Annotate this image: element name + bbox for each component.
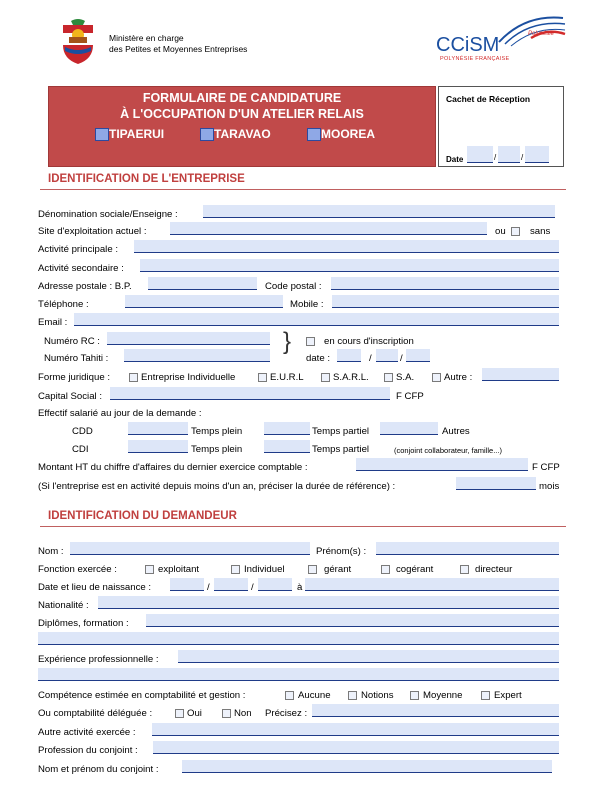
- field-telephone[interactable]: [125, 295, 283, 308]
- naissance-sep1: /: [207, 582, 210, 593]
- label-a: à: [297, 582, 303, 593]
- cci-tagline: POLYNÉSIE FRANÇAISE: [440, 56, 510, 62]
- checkbox-gerant[interactable]: [308, 565, 317, 574]
- field-autre-activite[interactable]: [152, 723, 559, 736]
- field-experience-2[interactable]: [38, 668, 559, 681]
- checkbox-tipaerui[interactable]: [95, 128, 109, 141]
- label-montant: Montant HT du chiffre d'affaires du dernier exercice comptable :: [38, 462, 308, 473]
- label-forme-juridique: Forme juridique :: [38, 372, 110, 383]
- field-nom[interactable]: [70, 542, 310, 555]
- checkbox-sa[interactable]: [384, 373, 393, 382]
- label-nationalite: Nationalité :: [38, 600, 89, 611]
- label-montant-fcfp: F CFP: [532, 462, 560, 473]
- field-bp[interactable]: [148, 277, 257, 290]
- label-autre-activite: Autre activité exercée :: [38, 727, 136, 738]
- checkbox-ei[interactable]: [129, 373, 138, 382]
- form-title-line1: FORMULAIRE DE CANDIDATURE: [142, 91, 342, 105]
- label-date: date :: [306, 353, 331, 364]
- label-capital: Capital Social :: [38, 391, 102, 402]
- field-lieu-naissance[interactable]: [305, 578, 559, 591]
- option-notions: Notions: [361, 690, 394, 701]
- checkbox-cogerant[interactable]: [381, 565, 390, 574]
- option-aucune: Aucune: [298, 690, 331, 701]
- checkbox-moorea[interactable]: [307, 128, 321, 141]
- option-exploitant: exploitant: [158, 564, 200, 575]
- label-diplomes: Diplômes, formation :: [38, 618, 129, 629]
- checkbox-non[interactable]: [222, 709, 231, 718]
- checkbox-expert[interactable]: [481, 691, 490, 700]
- label-profession-conjoint: Profession du conjoint :: [38, 745, 138, 756]
- field-prenoms[interactable]: [376, 542, 559, 555]
- field-forme-autre[interactable]: [482, 368, 559, 381]
- label-en-cours: en cours d'inscription: [324, 336, 414, 347]
- option-sa: S.A.: [396, 372, 415, 383]
- brace-icon: }: [283, 328, 292, 355]
- ministry-line1: Ministère en charge: [109, 33, 184, 43]
- option-moorea: MOOREA: [321, 127, 375, 141]
- field-numero-tahiti[interactable]: [124, 349, 270, 362]
- label-autres: Autres: [442, 426, 470, 437]
- option-expert: Expert: [494, 690, 522, 701]
- cci-swoosh-text: Polynésie: [528, 31, 555, 37]
- field-date-day[interactable]: [337, 349, 361, 362]
- field-mobile[interactable]: [332, 295, 559, 308]
- ministry-line2: des Petites et Moyennes Entreprises: [109, 44, 248, 54]
- checkbox-aucune[interactable]: [285, 691, 294, 700]
- label-site: Site d'exploitation actuel :: [38, 226, 147, 237]
- option-tipaerui: TIPAERUI: [109, 127, 165, 141]
- checkbox-autre[interactable]: [432, 373, 441, 382]
- field-cdd-partiel[interactable]: [264, 422, 310, 435]
- naissance-sep2: /: [251, 582, 254, 593]
- label-numero-rc: Numéro RC :: [44, 336, 100, 347]
- option-taravao: TARAVAO: [214, 127, 271, 141]
- label-cdd-temps-partiel: Temps partiel: [312, 426, 370, 437]
- checkbox-moyenne[interactable]: [410, 691, 419, 700]
- checkbox-notions[interactable]: [348, 691, 357, 700]
- label-adresse: Adresse postale : B.P.: [38, 281, 132, 292]
- label-naissance: Date et lieu de naissance :: [38, 582, 152, 593]
- field-diplomes-1[interactable]: [146, 614, 559, 627]
- option-directeur: directeur: [475, 564, 513, 575]
- field-autres[interactable]: [380, 422, 438, 435]
- label-activite-secondaire: Activité secondaire :: [38, 263, 124, 274]
- field-precisez[interactable]: [312, 704, 559, 717]
- option-oui: Oui: [187, 708, 202, 719]
- label-email: Email :: [38, 317, 68, 328]
- label-competence: Compétence estimée en comptabilité et gestion :: [38, 690, 246, 701]
- form-title-line2: À L'OCCUPATION D'UN ATELIER RELAIS: [120, 107, 364, 121]
- label-telephone: Téléphone :: [38, 299, 89, 310]
- field-cdi-plein[interactable]: [128, 440, 188, 453]
- label-mois: mois: [539, 481, 560, 492]
- label-cdi-temps-plein: Temps plein: [191, 444, 243, 455]
- field-nationalite[interactable]: [98, 596, 559, 609]
- option-eurl: E.U.R.L: [270, 372, 304, 383]
- option-autre: Autre :: [444, 372, 473, 383]
- label-experience: Expérience professionnelle :: [38, 654, 159, 665]
- field-experience-1[interactable]: [178, 650, 559, 663]
- label-code-postal: Code postal :: [265, 281, 322, 292]
- date-sep2: /: [400, 353, 403, 364]
- field-duree[interactable]: [456, 477, 536, 490]
- date-sep1: /: [369, 353, 372, 364]
- field-site[interactable]: [170, 222, 487, 235]
- checkbox-taravao[interactable]: [200, 128, 214, 141]
- field-nom-conjoint[interactable]: [182, 760, 552, 773]
- option-moyenne: Moyenne: [423, 690, 463, 701]
- section-demandeur-title: IDENTIFICATION DU DEMANDEUR: [48, 510, 237, 522]
- label-effectif: Effectif salarié au jour de la demande :: [38, 408, 202, 419]
- stamp-date-label: Date: [446, 155, 464, 164]
- field-date-month[interactable]: [376, 349, 398, 362]
- checkbox-sans[interactable]: [511, 227, 520, 236]
- field-diplomes-2[interactable]: [38, 632, 559, 645]
- checkbox-directeur[interactable]: [460, 565, 469, 574]
- option-sarl: S.A.R.L.: [333, 372, 369, 383]
- label-capital-fcfp: F CFP: [396, 391, 424, 402]
- label-fonction: Fonction exercée :: [38, 564, 117, 575]
- label-nom-conjoint: Nom et prénom du conjoint :: [38, 764, 159, 775]
- field-cdi-partiel[interactable]: [264, 440, 310, 453]
- checkbox-exploitant[interactable]: [145, 565, 154, 574]
- label-compta-deleguee: Ou comptabilité déléguée :: [38, 708, 153, 719]
- label-cdi: CDI: [72, 444, 89, 455]
- label-numero-tahiti: Numéro Tahiti :: [44, 353, 109, 364]
- label-cdd: CDD: [72, 426, 93, 437]
- option-gerant: gérant: [324, 564, 352, 575]
- label-cdd-temps-plein: Temps plein: [191, 426, 243, 437]
- field-activite-principale[interactable]: [134, 240, 559, 253]
- stamp-year-field[interactable]: [525, 146, 549, 163]
- field-email[interactable]: [74, 313, 559, 326]
- label-prenoms: Prénom(s) :: [316, 546, 367, 557]
- checkbox-eurl[interactable]: [258, 373, 267, 382]
- option-cogerant: cogérant: [396, 564, 434, 575]
- stamp-label: Cachet de Réception: [446, 94, 531, 104]
- label-nom: Nom :: [38, 546, 64, 557]
- field-denomination[interactable]: [203, 205, 555, 218]
- option-ei: Entreprise Individuelle: [141, 372, 236, 383]
- checkbox-individuel[interactable]: [231, 565, 240, 574]
- field-montant[interactable]: [356, 458, 528, 471]
- label-cdi-temps-partiel: Temps partiel: [312, 444, 370, 455]
- field-activite-secondaire[interactable]: [140, 259, 559, 272]
- field-numero-rc[interactable]: [107, 332, 270, 345]
- label-activite-principale: Activité principale :: [38, 244, 118, 255]
- label-denomination: Dénomination sociale/Enseigne :: [38, 209, 178, 220]
- stamp-month-field[interactable]: [498, 146, 520, 163]
- field-profession-conjoint[interactable]: [153, 741, 559, 754]
- field-naissance-mois[interactable]: [214, 578, 248, 591]
- label-conjoint-note: (conjoint collaborateur, famille...): [394, 446, 502, 455]
- checkbox-oui[interactable]: [175, 709, 184, 718]
- field-naissance-annee[interactable]: [258, 578, 292, 591]
- ministry-emblem-icon: [57, 17, 99, 65]
- label-precisez: Précisez :: [265, 708, 308, 719]
- section2-divider: [40, 526, 566, 527]
- section1-divider: [40, 189, 566, 190]
- field-naissance-jour[interactable]: [170, 578, 204, 591]
- field-code-postal[interactable]: [331, 277, 559, 290]
- option-individuel: Individuel: [244, 564, 285, 575]
- checkbox-sarl[interactable]: [321, 373, 330, 382]
- field-cdd-plein[interactable]: [128, 422, 188, 435]
- field-date-year[interactable]: [406, 349, 430, 362]
- field-capital[interactable]: [110, 387, 390, 400]
- label-sans: sans: [530, 226, 551, 237]
- cci-logo-text: CCiSM: [436, 34, 500, 56]
- label-moins-an: (Si l'entreprise est en activité depuis moins d'un an, préciser la durée de référence) :: [38, 481, 396, 492]
- label-mobile: Mobile :: [290, 299, 324, 310]
- option-non: Non: [234, 708, 252, 719]
- stamp-sep1: /: [494, 153, 497, 162]
- section-entreprise-title: IDENTIFICATION DE L'ENTREPRISE: [48, 173, 245, 185]
- stamp-day-field[interactable]: [467, 146, 493, 163]
- label-ou: ou: [495, 226, 506, 237]
- stamp-sep2: /: [521, 153, 524, 162]
- checkbox-en-cours[interactable]: [306, 337, 315, 346]
